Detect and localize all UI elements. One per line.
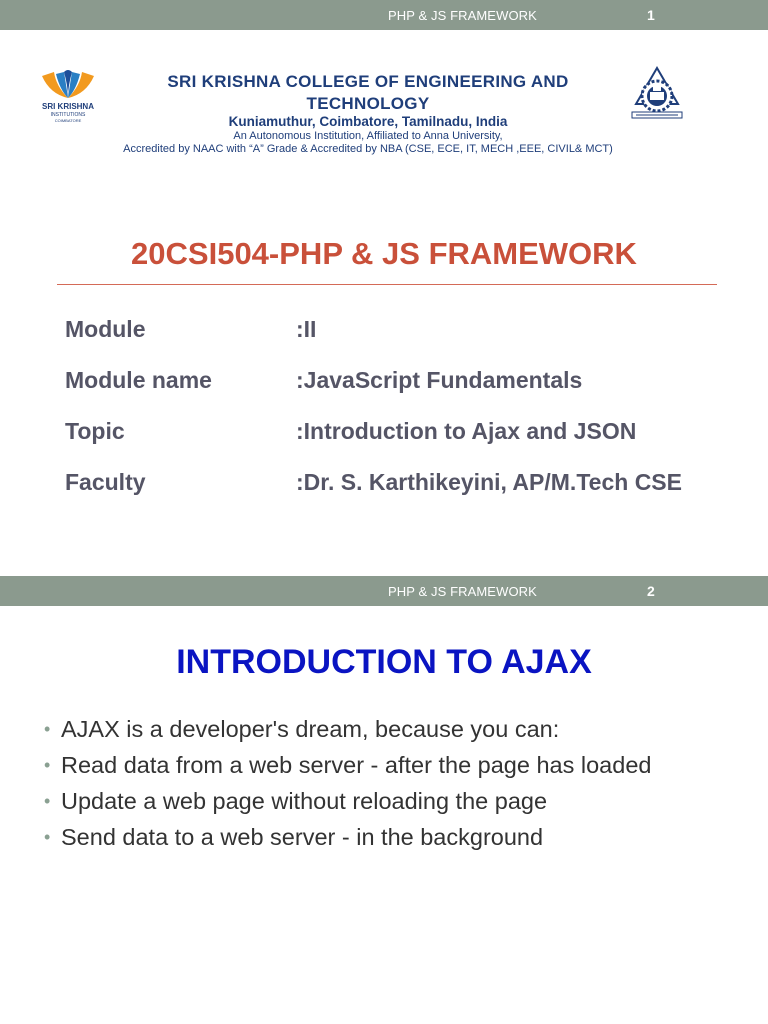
slide-header-text: PHP & JS FRAMEWORK (388, 584, 537, 599)
bullet-icon: • (44, 719, 51, 739)
info-label: Module (65, 316, 146, 342)
sri-krishna-logo (36, 68, 100, 126)
slide-header-bar (0, 0, 768, 30)
info-row-topic (65, 418, 755, 448)
college-emblem (628, 66, 686, 128)
bullet-icon: • (44, 791, 51, 811)
slide-2 (0, 576, 768, 1024)
college-name-line2: TECHNOLOGY (306, 94, 430, 113)
logo-left-line1: SRI KRISHNA (41, 102, 95, 111)
info-label: Faculty (65, 469, 146, 495)
college-location: Kuniamuthur, Coimbatore, Tamilnadu, India (228, 114, 508, 129)
bullet-text: Update a web page without reloading the page (61, 788, 548, 814)
list-item (44, 824, 651, 860)
bullet-icon: • (44, 827, 51, 847)
bullet-text: Send data to a web server - in the background (61, 824, 544, 850)
college-accreditation: Accredited by NAAC with “A” Grade & Accredited by NBA (CSE, ECE, IT, MECH ,EEE, CIVIL& MCT) (123, 143, 613, 155)
list-item (44, 752, 651, 788)
info-value: :Introduction to Ajax and JSON (296, 418, 637, 444)
slide-header-bar (0, 576, 768, 606)
info-value: :JavaScript Fundamentals (296, 367, 583, 393)
college-name-line1: SRI KRISHNA COLLEGE OF ENGINEERING AND (167, 72, 569, 91)
title-divider (57, 284, 717, 285)
course-title: 20CSI504-PHP & JS FRAMEWORK (131, 236, 637, 271)
info-row-module-name (65, 367, 755, 397)
bullet-text: AJAX is a developer's dream, because you can: (61, 716, 560, 742)
info-label: Module name (65, 367, 212, 393)
logo-left-line3: COIMBATORE (54, 118, 82, 123)
bullet-icon: • (44, 755, 51, 775)
info-value: :II (296, 316, 317, 342)
bullet-text: Read data from a web server - after the page has loaded (61, 752, 652, 778)
list-item (44, 716, 651, 752)
info-row-faculty (65, 469, 755, 499)
info-label: Topic (65, 418, 125, 444)
bullet-list (44, 716, 651, 860)
slide-page-number: 1 (647, 7, 655, 23)
list-item (44, 788, 651, 824)
info-row-module (65, 316, 755, 346)
college-affiliation: An Autonomous Institution, Affiliated to Anna University, (233, 130, 503, 142)
logo-left-line2: INSTITUTIONS (50, 112, 86, 118)
slide-page-number: 2 (647, 583, 655, 599)
slide-header-text: PHP & JS FRAMEWORK (388, 8, 537, 23)
college-name (110, 71, 626, 115)
info-value: :Dr. S. Karthikeyini, AP/M.Tech CSE (296, 469, 682, 495)
slide-heading: INTRODUCTION TO AJAX (176, 643, 592, 681)
